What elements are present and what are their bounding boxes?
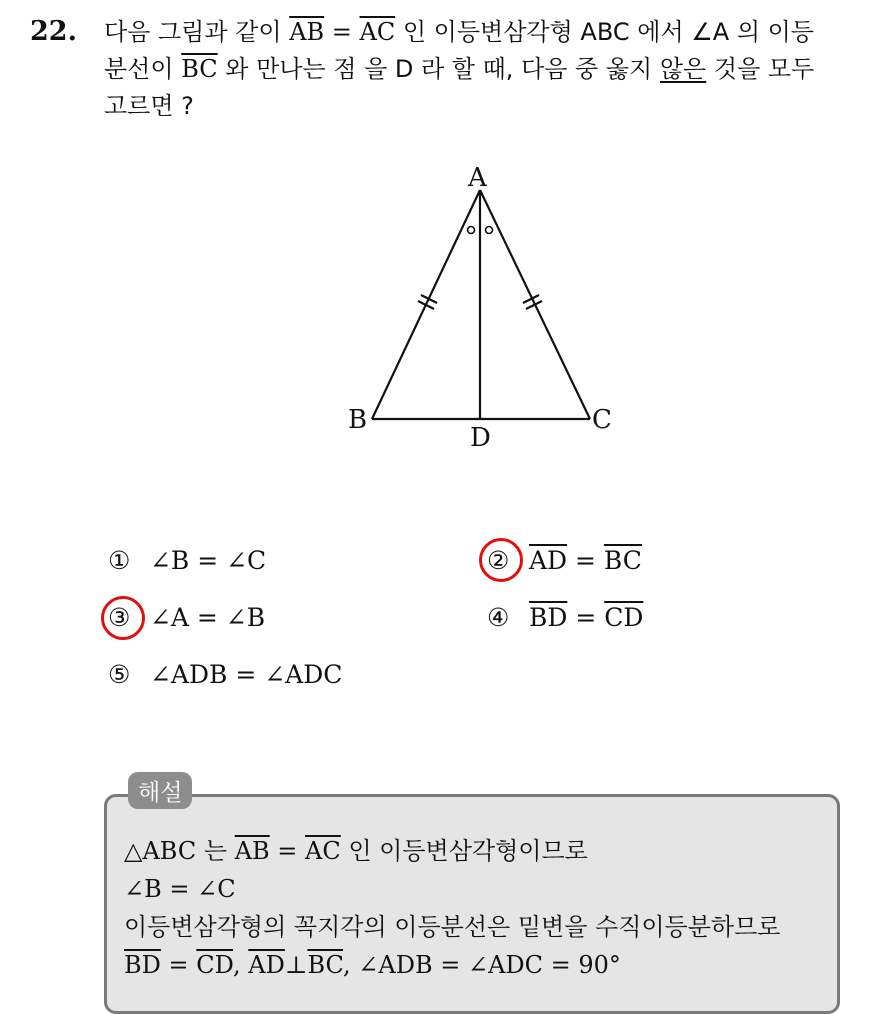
- question-number: 22.: [30, 16, 77, 47]
- triangle-abc: △ABC: [124, 837, 197, 865]
- equals-sign: =: [567, 546, 604, 575]
- comma: ,: [233, 951, 249, 979]
- angle-mark-right: [486, 227, 493, 234]
- solution-tag: 해설: [128, 772, 192, 809]
- option-number: ⑤: [108, 660, 131, 689]
- segment-cd: $\overline{CD}$: [196, 951, 234, 979]
- segment-cd: $\overline{CD}$: [604, 603, 644, 632]
- question-text-part: 와 만나는 점 을 D 라 할 때, 다음 중 옳지: [217, 55, 660, 83]
- option-number: ③: [108, 603, 131, 632]
- segment-bd: $\overline{BD}$: [528, 603, 568, 632]
- angle-mark-left: [468, 227, 475, 234]
- answer-circle-option-3: [101, 596, 145, 640]
- option-text: ∠ADB = ∠ADC: [149, 660, 343, 689]
- segment-ab: $\overline{AB}$: [289, 18, 325, 46]
- solution-text-part: 는: [196, 837, 235, 865]
- segment-ad: $\overline{AD}$: [248, 951, 285, 979]
- solution-line-1: [124, 832, 834, 870]
- label-a: A: [468, 163, 487, 193]
- solution-text-part: , ∠ADB = ∠ADC = 90°: [343, 951, 621, 979]
- option-number: ②: [487, 546, 510, 575]
- option-number: ①: [108, 546, 131, 575]
- segment-ad: $\overline{AD}$: [528, 546, 568, 575]
- option-1[interactable]: [108, 546, 266, 575]
- label-b: B: [348, 405, 368, 435]
- segment-ac: $\overline{AC}$: [359, 18, 396, 46]
- perpendicular-sign: ⊥: [284, 951, 308, 979]
- option-5[interactable]: [108, 660, 342, 689]
- option-text: ∠B = ∠C: [149, 546, 267, 575]
- triangle-figure: [330, 158, 630, 458]
- solution-line-2: ∠B = ∠C: [124, 875, 236, 903]
- question-text: [104, 14, 874, 125]
- solution-text-part: 인 이등변삼각형이므로: [340, 837, 588, 865]
- segment-bd: $\overline{BD}$: [124, 951, 161, 979]
- solution-line-4: [124, 946, 834, 984]
- question-text-part: 인 이등변삼각형 ABC 에서 ∠A 의 이등: [395, 18, 814, 46]
- segment-bc: $\overline{BC}$: [307, 951, 344, 979]
- question-text-part: 것을 모두: [706, 55, 815, 83]
- solution-line-3: 이등변삼각형의 꼭지각의 이등분선은 밑변을 수직이등분하므로: [124, 913, 781, 941]
- question-text-part: 다음 그림과 같이: [104, 18, 290, 46]
- label-d: D: [470, 423, 491, 453]
- solution-text: [124, 832, 834, 984]
- underlined-not: 않은: [659, 55, 707, 83]
- option-number: ④: [487, 603, 510, 632]
- segment-bc: $\overline{BC}$: [603, 546, 642, 575]
- equals-sign: =: [269, 837, 306, 865]
- question-text-part: 고르면 ?: [104, 92, 194, 120]
- option-text: ∠A = ∠B: [149, 603, 266, 632]
- segment-bc: $\overline{BC}$: [181, 55, 218, 83]
- equals-sign: =: [567, 603, 605, 632]
- equals-sign: =: [160, 951, 197, 979]
- question-text-part: 분선이: [104, 55, 182, 83]
- segment-ac: $\overline{AC}$: [305, 837, 341, 865]
- segment-ab: $\overline{AB}$: [234, 837, 270, 865]
- option-4[interactable]: [487, 603, 643, 632]
- equals-sign: =: [324, 18, 360, 46]
- label-c: C: [592, 405, 612, 435]
- answer-circle-option-2: [479, 538, 523, 582]
